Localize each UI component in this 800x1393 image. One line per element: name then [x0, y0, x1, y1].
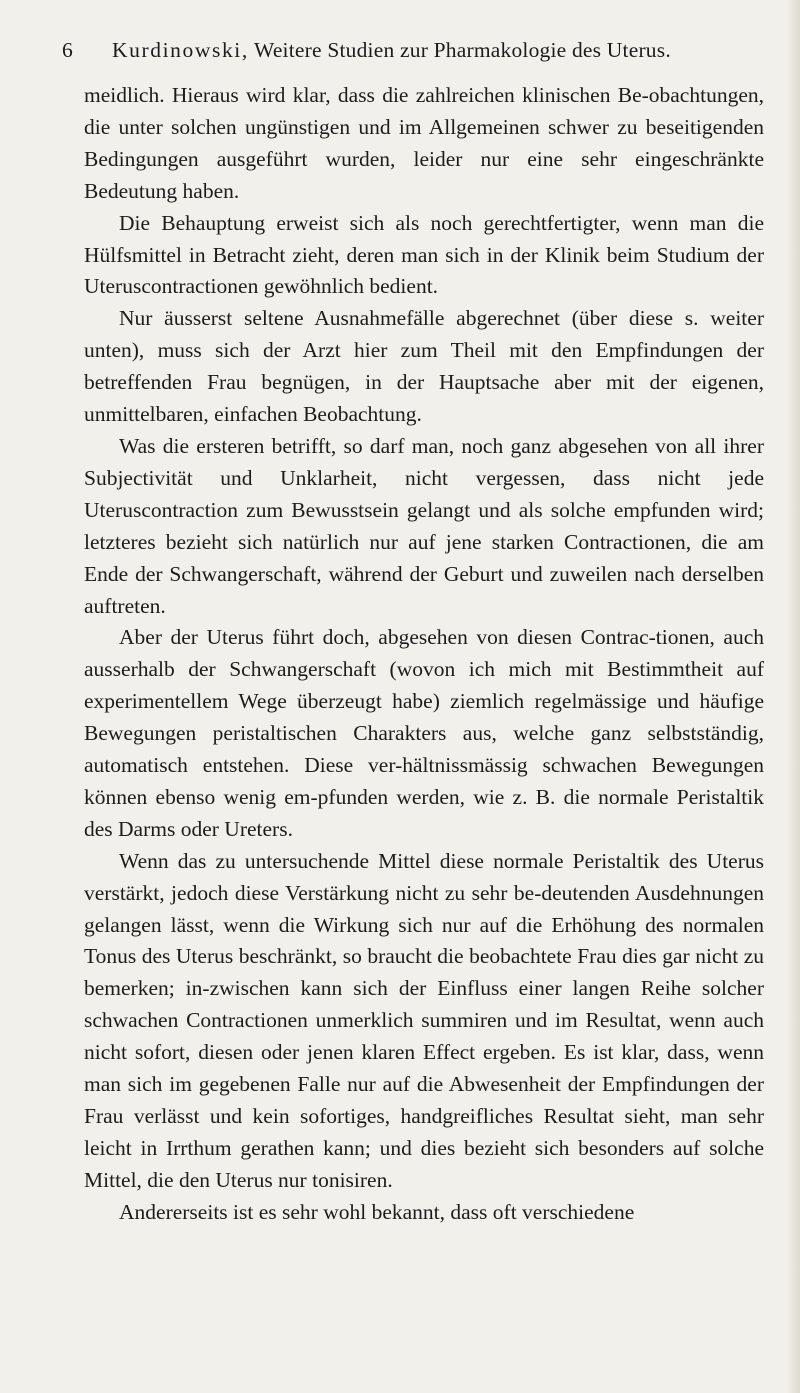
page-edge-shadow — [786, 0, 800, 1393]
header-author: Kurdinowski, — [112, 38, 249, 62]
paragraph-3: Nur äusserst seltene Ausnahmefälle abgerechnet (über diese s. weiter unten), muss sich der Arzt hier zum Theil mit den Empfindungen der betreffenden Frau begnügen, in der Hauptsache aber mit der eigenen, unmittelbaren, einfachen Beobachtung. — [84, 306, 764, 427]
running-header — [62, 38, 762, 63]
paragraph-2: Die Behauptung erweist sich als noch gerechtfertigter, wenn man die Hülfsmittel in Betracht zieht, deren man sich in der Klinik beim Studium der Uteruscontractionen gewöhnlich bedient. — [84, 210, 764, 299]
header-title: Weitere Studien zur Pharmakologie des Uterus. — [254, 38, 671, 62]
body-text — [84, 80, 764, 1229]
paragraph-1: meidlich. Hieraus wird klar, dass die zahlreichen klinischen Be-obachtungen, die unter solchen ungünstigen und im Allgemeinen schwer zu beseitigenden Bedingungen ausgeführt wurden, leider nur eine sehr eingeschränkte Bedeutung haben. — [84, 83, 764, 203]
page-number: 6 — [62, 38, 73, 62]
paragraph-5: Aber der Uterus führt doch, abgesehen von diesen Contrac-tionen, auch ausserhalb der Schwangerschaft (wovon ich mich mit Bestimmtheit auf experimentellem Wege überzeugt habe) ziemlich regelmässige und häufige Bewegungen peristaltischen Charakters aus, welche ganz selbstständig, automatisch entstehen. Diese ver-hältnissmässig schwachen Bewegungen können ebenso wenig em-pfunden werden, wie z. B. die normale Peristaltik des Darms oder Ureters. — [84, 625, 764, 841]
paragraph-6: Wenn das zu untersuchende Mittel diese normale Peristaltik des Uterus verstärkt, jedoch diese Verstärkung nicht zu sehr be-deutenden Ausdehnungen gelangen lässt, wenn die Wirkung sich nur auf die Erhöhung des normalen Tonus des Uterus beschränkt, so braucht die beobachtete Frau dies gar nicht zu bemerken; in-zwischen kann sich der Einfluss einer langen Reihe solcher schwachen Contractionen unmerklich summiren und im Resultat, wenn auch nicht sofort, diesen oder jenen klaren Effect ergeben. Es ist klar, dass, wenn man sich im gegebenen Falle nur auf die Abwesenheit der Empfindungen der Frau verlässt und kein sofortiges, handgreifliches Resultat sieht, man sehr leicht in Irrthum gerathen kann; und dies bezieht sich besonders auf solche Mittel, die den Uterus nur tonisiren. — [84, 848, 764, 1192]
paragraph-7: Andererseits ist es sehr wohl bekannt, dass oft verschiedene — [119, 1199, 635, 1224]
paragraph-4: Was die ersteren betrifft, so darf man, noch ganz abgesehen von all ihrer Subjectivität und Unklarheit, nicht vergessen, dass nicht jede Uteruscontraction zum Bewusstsein gelangt und als solche empfunden wird; letzteres bezieht sich natürlich nur auf jene starken Contractionen, die am Ende der Schwangerschaft, während der Geburt und zuweilen nach derselben auftreten. — [84, 433, 764, 618]
